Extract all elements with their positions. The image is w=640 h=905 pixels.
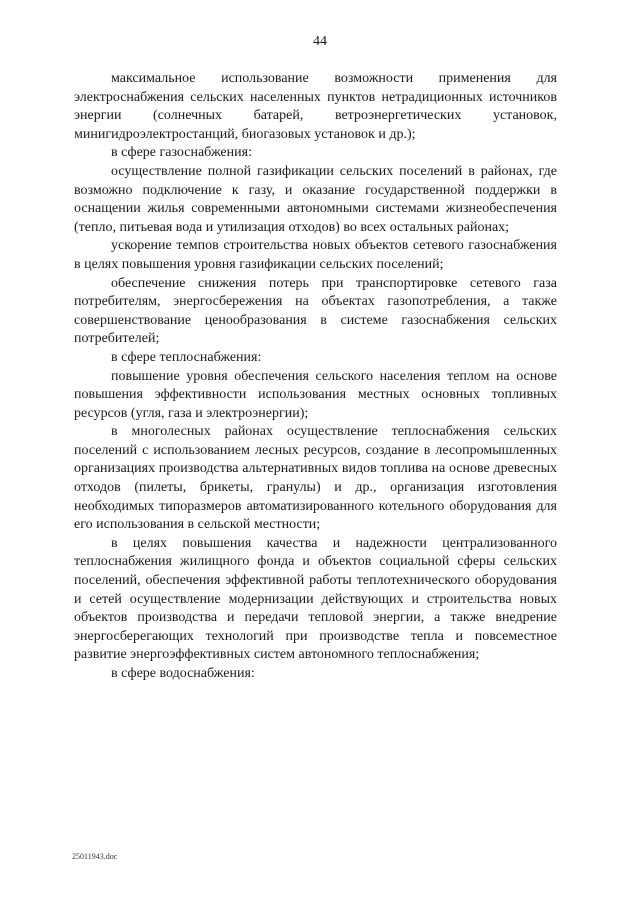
paragraph-7: повышение уровня обеспечения сельского населения теплом на основе повышения эффективности использования местных основных топливных ресурсов (угля, газа и электроэнергии);: [74, 368, 557, 421]
paragraph-9: в целях повышения качества и надежности централизованного теплоснабжения жилищного фонда и объектов социальной сферы сельских поселений, обеспечения эффективной работы теплотехнического оборудования и сетей осуществление модернизации действующих и строительства новых объектов производства и передачи тепловой энергии, а также внедрение энергосберегающих технологий при производстве тепла и повсеместное развитие энергоэффективных систем автономного теплоснабжения;: [74, 535, 557, 663]
paragraph-6: в сфере теплоснабжения:: [111, 349, 262, 365]
paragraph-5: обеспечение снижения потерь при транспортировке сетевого газа потребителям, энергосбережения на объектах газопотребления, а также совершенствование ценообразования в системе газоснабжения сельских потребителей;: [74, 275, 557, 347]
document-body: [74, 70, 557, 684]
paragraph-8: в многолесных районах осуществление теплоснабжения сельских поселений с использованием лесных ресурсов, создание в лесопромышленных организациях производства альтернативных видов топлива на основе древесных отходов (пилеты, брикеты, гранулы) и др., организация изготовления необходимых типоразмеров автоматизированного котельного оборудования для его использования в сельской местности;: [74, 424, 557, 533]
paragraph-2: в сфере газоснабжения:: [111, 145, 252, 161]
paragraph-10: в сфере водоснабжения:: [111, 666, 255, 681]
document-filename: 25011943.doc: [72, 852, 118, 861]
page-number: 44: [313, 34, 327, 49]
paragraph-3: осуществление полной газификации сельских поселений в районах, где возможно подключение к газу, и оказание государственной поддержки в оснащении жилья современными автономными системами жизнеобеспечения (тепло, питьевая вода и утилизация отходов) во всех остальных районах;: [74, 163, 557, 235]
paragraph-1: максимальное использование возможности применения для электроснабжения сельских населенных пунктов нетрадиционных источников энергии (солнечных батарей, ветроэнергетических установок, минигидроэлектростанций, биогазовых установок и др.);: [74, 71, 557, 142]
paragraph-4: ускорение темпов строительства новых объектов сетевого газоснабжения в целях повышения уровня газификации сельских поселений;: [74, 238, 557, 272]
